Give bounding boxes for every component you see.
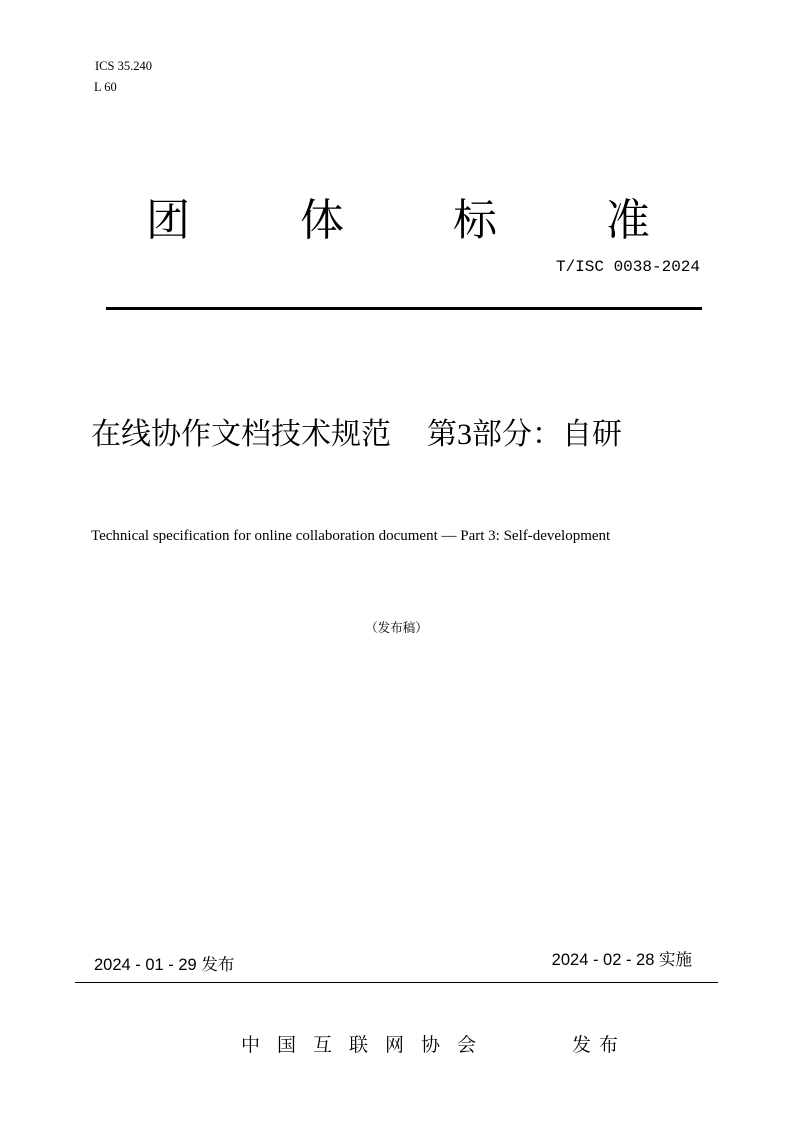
draft-status: （发布稿） [365,621,428,635]
standard-type-char: 准 [606,196,650,245]
standard-type-char: 标 [453,196,497,245]
ics-code: ICS 35.240 [95,59,152,73]
standard-type-char: 体 [300,196,344,245]
header-divider [106,307,702,310]
publisher-name: 中国互联网协会 [241,1035,494,1056]
title-part: 第3部分：自研 [427,418,622,451]
title-main: 在线协作文档技术规范 [91,418,391,451]
publisher-action: 发布 [572,1035,627,1056]
title-english: Technical specification for online collaboration document — Part 3: Self-development [91,528,611,544]
implement-date: 2024 - 02 - 28 实施 [551,951,692,969]
footer-divider [75,982,718,983]
title-chinese [91,415,622,455]
publish-date: 2024 - 01 - 29 发布 [94,956,235,974]
standard-type-char: 团 [146,196,190,245]
standard-code: T/ISC 0038-2024 [555,258,700,276]
ccs-code: L 60 [94,80,117,94]
